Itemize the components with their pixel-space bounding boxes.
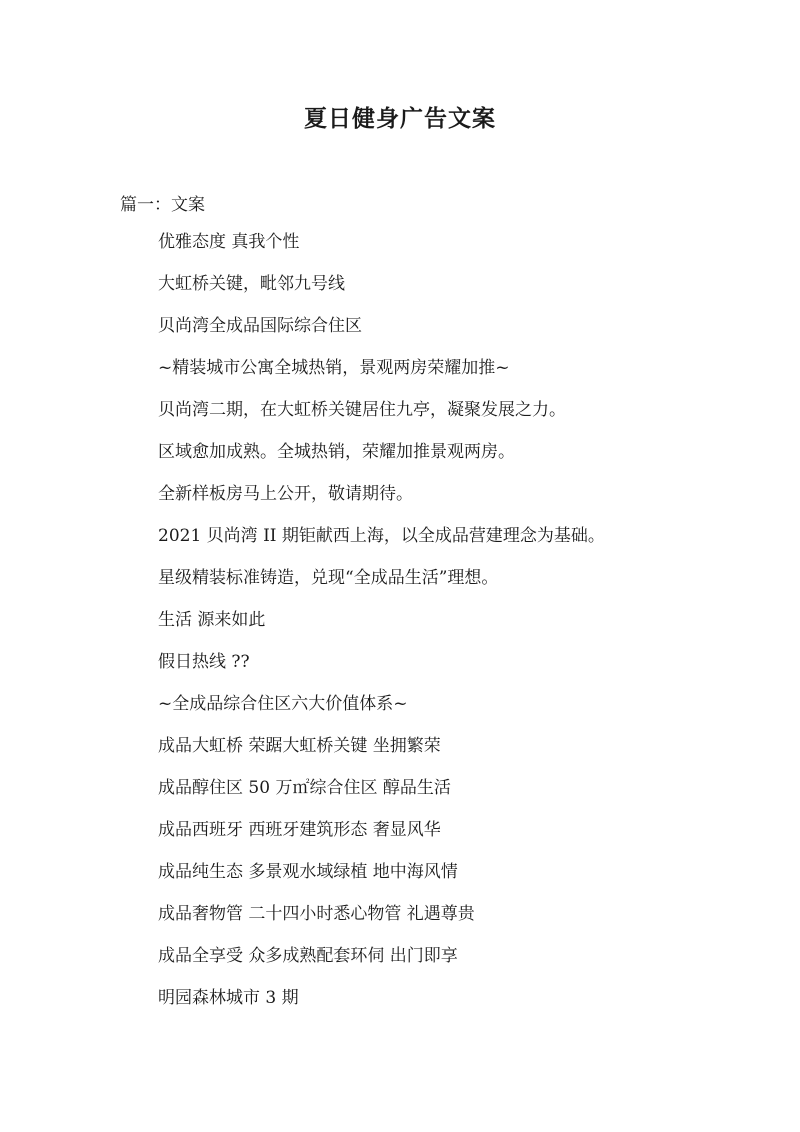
text-line: 成品全享受 众多成熟配套环伺 出门即享 xyxy=(158,946,458,966)
text-line: ~全成品综合住区六大价值体系~ xyxy=(158,694,408,714)
text-line: 明园森林城市 3 期 xyxy=(158,988,299,1008)
text-line: 生活 源来如此 xyxy=(158,610,266,630)
text-line: 贝尚湾全成品国际综合住区 xyxy=(158,316,362,336)
text-line: 假日热线 ?? xyxy=(158,652,250,672)
text-line: 成品西班牙 西班牙建筑形态 奢显风华 xyxy=(158,820,441,840)
text-line: 成品奢物管 二十四小时悉心物管 礼遇尊贵 xyxy=(158,904,475,924)
text-line: 成品大虹桥 荣踞大虹桥关键 坐拥繁荣 xyxy=(158,736,441,756)
text-line: 星级精装标准铸造，兑现“全成品生活”理想。 xyxy=(158,568,499,588)
text-line: 成品醇住区 50 万㎡综合住区 醇品生活 xyxy=(158,778,451,798)
document-title: 夏日健身广告文案 xyxy=(304,105,496,132)
text-line: 贝尚湾二期，在大虹桥关键居住九亭，凝聚发展之力。 xyxy=(158,400,566,420)
text-lines xyxy=(158,230,778,1028)
section-heading: 篇一：文案 xyxy=(120,195,205,215)
text-line: 区域愈加成熟。全城热销，荣耀加推景观两房。 xyxy=(158,442,515,462)
text-line: ~精装城市公寓全城热销，景观两房荣耀加推~ xyxy=(158,358,510,378)
text-line: 全新样板房马上公开，敬请期待。 xyxy=(158,484,413,504)
text-line: 2021 贝尚湾 II 期钜献西上海，以全成品营建理念为基础。 xyxy=(158,526,605,546)
text-line: 优雅态度 真我个性 xyxy=(158,232,300,252)
text-line: 成品纯生态 多景观水域绿植 地中海风情 xyxy=(158,862,458,882)
text-line: 大虹桥关键，毗邻九号线 xyxy=(158,274,345,294)
